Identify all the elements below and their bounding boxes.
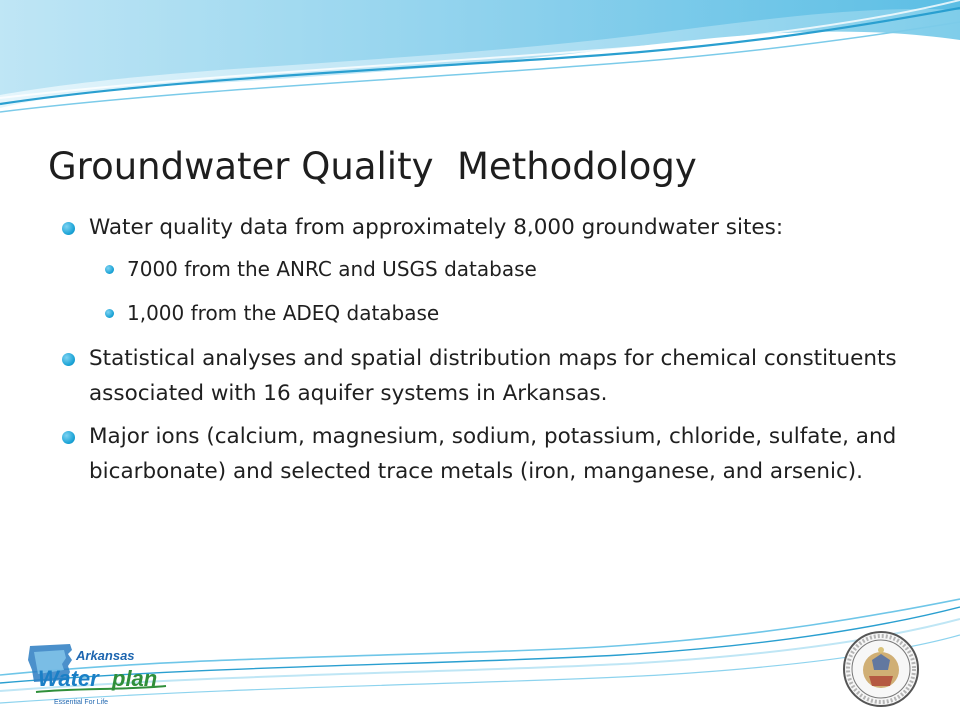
bullet-text: 1,000 from the ADEQ database xyxy=(127,301,440,325)
logo-tagline: Essential For Life xyxy=(54,699,109,706)
state-seal-icon xyxy=(842,630,920,708)
bullet-text: Water quality data from approximately 8,000 groundwater sites: xyxy=(89,215,784,240)
list-item xyxy=(62,419,912,489)
logo-text-water: Water xyxy=(38,666,99,691)
bullet-icon xyxy=(62,353,75,366)
bullet-text: 7000 from the ANRC and USGS database xyxy=(127,257,537,281)
list-item xyxy=(62,253,912,286)
bullet-icon xyxy=(62,431,75,444)
top-wave-decoration xyxy=(0,0,960,120)
logo-text-plan: plan xyxy=(112,666,158,691)
bullet-text: Major ions (calcium, magnesium, sodium, potassium, chloride, sulfate, and bicarbonate) and selected trace metals (iron, manganese, and arsenic). xyxy=(89,424,897,484)
bullet-list xyxy=(62,210,912,497)
bullet-icon xyxy=(105,265,114,274)
arkansas-water-plan-logo xyxy=(24,640,174,712)
bullet-icon xyxy=(62,222,75,235)
slide-title: Groundwater Quality Methodology xyxy=(48,145,697,188)
bullet-text: Statistical analyses and spatial distribution maps for chemical constituents associated with 16 aquifer systems in Arkansas. xyxy=(89,346,897,406)
logo-text-line1: Arkansas xyxy=(76,648,135,663)
list-item xyxy=(62,297,912,330)
bullet-icon xyxy=(105,309,114,318)
list-item xyxy=(62,210,912,245)
list-item xyxy=(62,341,912,411)
